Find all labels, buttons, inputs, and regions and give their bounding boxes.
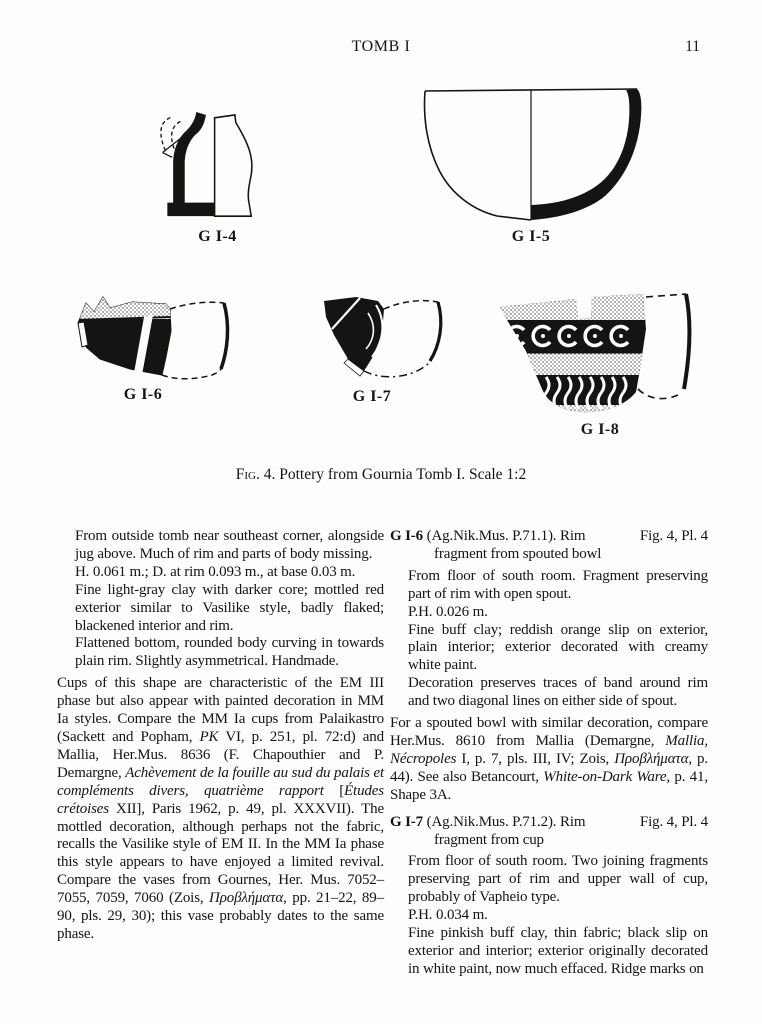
figure-caption-text: 4. Pottery from Gournia Tomb I. Scale 1:2 bbox=[259, 466, 527, 483]
catalog-paragraph: Flattened bottom, rounded body curving in towards plain rim. Slightly asymmetrical. Handmade. bbox=[75, 635, 384, 670]
fig-label-g-i-5: G I-5 bbox=[511, 228, 551, 245]
catalog-paragraph: Fine light-gray clay with darker core; mottled red exterior similar to Vasilike style, badly flaked; blackened interior and rim. bbox=[75, 581, 384, 634]
catalog-paragraph: P.H. 0.026 m. bbox=[408, 603, 488, 620]
pottery-drawing-g-i-7 bbox=[298, 293, 460, 383]
fig-label-g-i-8: G I-8 bbox=[580, 421, 620, 438]
catalog-paragraph: Decoration preserves traces of band around rim and two diagonal lines on either side of spout. bbox=[408, 675, 708, 710]
entry-head: (Ag.Nik.Mus. P.71.2). Rim bbox=[426, 813, 586, 830]
fig-label-g-i-7: G I-7 bbox=[352, 388, 392, 405]
entry-subtitle: fragment from spouted bowl bbox=[434, 545, 602, 562]
pottery-drawing-g-i-8 bbox=[490, 289, 700, 421]
page-number: 11 bbox=[685, 38, 700, 55]
text-column-left bbox=[57, 528, 384, 948]
catalog-paragraph: From outside tomb near southeast corner, alongside jug above. Much of rim and parts of body missing. bbox=[75, 528, 384, 562]
entry-id: G I-7 bbox=[390, 813, 427, 830]
catalog-entry-header bbox=[390, 528, 708, 564]
discussion-paragraph: Cups of this shape are characteristic of the EM III phase but also appear with painted decoration in MM Ia styles. Compare the MM Ia cups from Palaikastro (Sackett and Popham, PK VI, p. 251, pl. 72:d) and Mallia, Her.Mus. 8636 (F. Chapouthier and P. Demargne, Achèvement de la fouille au sud du palais et compléments divers, quatrième rapport [Études crétoises XII], Paris 1962, p. 49, pl. XXXVII). The mottled decoration, although perhaps not the fabric, recalls the Vasilike style of EM II. In the MM Ia phase this style appears to have enjoyed a limited revival. Compare the vases from Gournes, Her. Mus. 7052–7055, 7059, 7060 (Zois, Προβλήματα, pp. 21–22, 89–90, pls. 29, 30); this vase probably dates to the same phase. bbox=[57, 675, 384, 942]
entry-id: G I-6 bbox=[390, 528, 427, 544]
catalog-paragraph: P.H. 0.034 m. bbox=[408, 907, 488, 924]
pottery-drawing-g-i-4 bbox=[150, 106, 285, 228]
pottery-drawing-g-i-5 bbox=[419, 84, 643, 226]
running-head: TOMB I bbox=[351, 38, 411, 55]
catalog-paragraph: From floor of south room. Fragment preserving part of rim with open spout. bbox=[408, 567, 708, 602]
figure-caption-prefix: Fig. bbox=[235, 466, 260, 483]
entry-subtitle: fragment from cup bbox=[434, 831, 544, 848]
catalog-paragraph: H. 0.061 m.; D. at rim 0.093 m., at base 0.03 m. bbox=[75, 563, 356, 580]
catalog-paragraph: Fine buff clay; reddish orange slip on exterior, plain interior; exterior decorated with creamy white paint. bbox=[408, 621, 708, 674]
text-column-right bbox=[390, 528, 708, 979]
catalog-paragraph: From floor of south room. Two joining fragments preserving part of rim and upper wall of cup, probably of Vapheio type. bbox=[408, 853, 708, 906]
pottery-drawing-g-i-6 bbox=[74, 291, 246, 385]
figure-caption bbox=[0, 466, 762, 484]
catalog-paragraph: Fine pinkish buff clay, thin fabric; black slip on exterior and interior; exterior originally decorated in white paint, now much effaced. Ridge marks on bbox=[408, 925, 708, 977]
entry-figure-ref: Fig. 4, Pl. 4 bbox=[639, 528, 708, 544]
fig-label-g-i-6: G I-6 bbox=[123, 386, 163, 403]
entry-figure-ref: Fig. 4, Pl. 4 bbox=[639, 813, 708, 830]
catalog-entry-header bbox=[390, 814, 708, 850]
entry-head: (Ag.Nik.Mus. P.71.1). Rim bbox=[426, 528, 586, 544]
fig-label-g-i-4: G I-4 bbox=[198, 228, 237, 245]
discussion-paragraph: For a spouted bowl with similar decoration, compare Her.Mus. 8610 from Mallia (Demargne, Mallia, Nécropoles I, p. 7, pls. III, IV; Zois, Προβλήματα, p. 44). See also Betancourt, White-on-Dark Ware, p. 41, Shape 3A. bbox=[390, 715, 708, 803]
